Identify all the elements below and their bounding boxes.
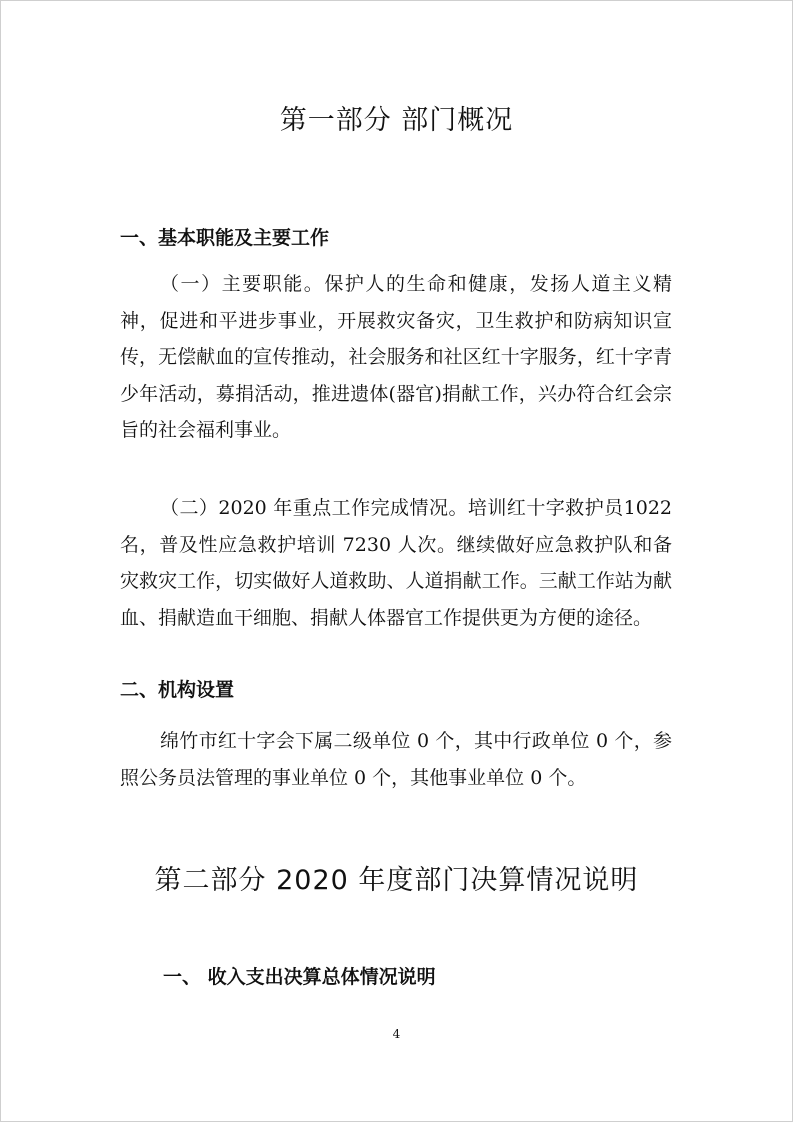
paragraph-key-work-2020: （二）2020 年重点工作完成情况。培训红十字救护员1022 名，普及性应急救护培训 7230 人次。继续做好应急救护队和备灾救灾工作，切实做好人道救助、人道捐献工作。三献工作站为献血、捐献造血干细胞、捐献人体器官工作提供更为方便的途径。 [120,497,672,629]
part2-title: 第二部分 2020 年度部门决算情况说明 [154,865,639,896]
page-number: 4 [392,1027,401,1041]
paragraph-org-structure: 绵竹市红十字会下属二级单位 0 个，其中行政单位 0 个，参照公务员法管理的事业单位 0 个，其他事业单位 0 个。 [120,730,672,789]
part1-title: 第一部分 部门概况 [279,105,514,136]
paragraph-main-functions: （一）主要职能。保护人的生命和健康，发扬人道主义精神，促进和平进步事业，开展救灾备灾，卫生救护和防病知识宣传，无偿献血的宣传推动，社会服务和社区红十字服务，红十字青少年活动，募捐活动，推进遗体(器官)捐献工作，兴办符合红会宗旨的社会福利事业。 [120,273,672,441]
section-heading-functions: 一、基本职能及主要工作 [120,227,330,249]
section-heading-income-expense: 一、 收入支出决算总体情况说明 [163,966,436,988]
section-heading-structure: 二、机构设置 [120,679,235,701]
